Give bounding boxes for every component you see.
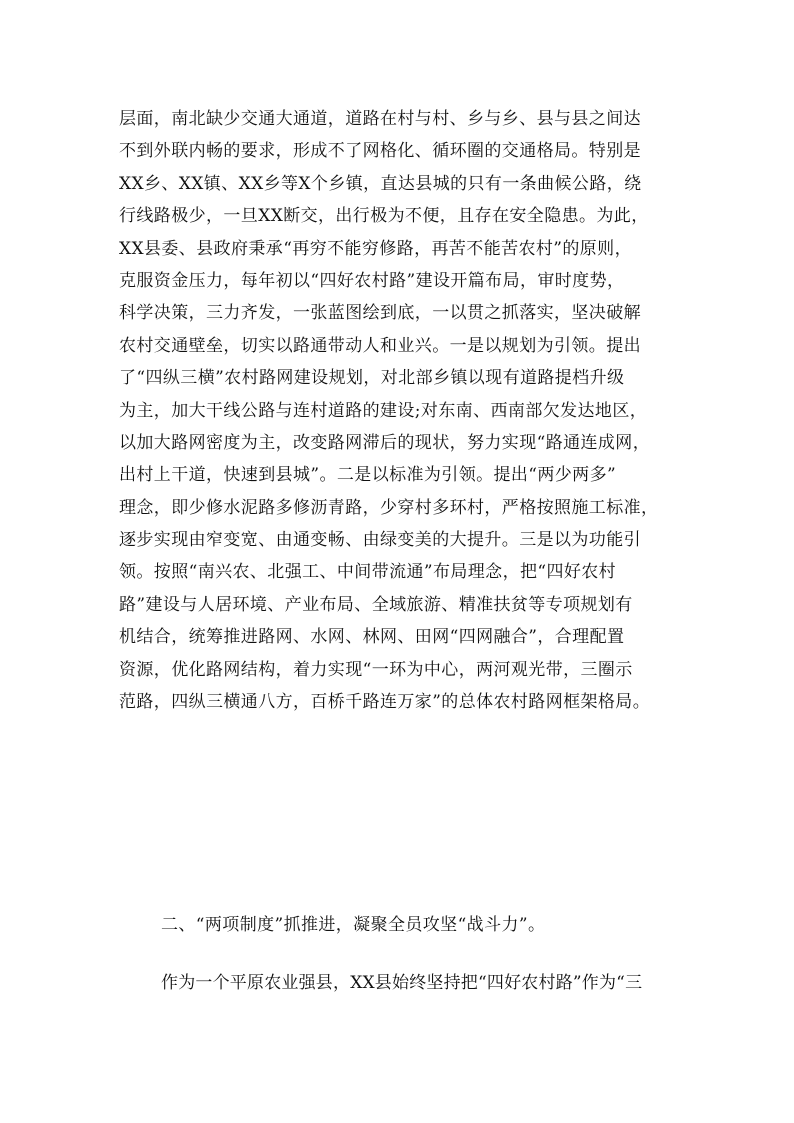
text-line: 出村上干道，快速到县城”。二是以标准为引领。提出“两少两多” xyxy=(119,465,617,486)
text-line: 范路，四纵三横通八方，百桥千路连万家”的总体农村路网框架格局。 xyxy=(119,692,651,713)
text-line: 了“四纵三横”农村路网建设规划，对北部乡镇以现有道路提档升级 xyxy=(119,368,625,389)
text-line: 行线路极少，一旦XX断交，出行极为不便，且存在安全隐患。为此， xyxy=(119,206,649,227)
text-line: 层面，南北缺少交通大通道，道路在村与村、乡与乡、县与县之间达 xyxy=(119,109,641,129)
text-line: 克服资金压力，每年初以“四好农村路”建设开篇布局，审时度势， xyxy=(119,270,625,291)
text-line: XX县委、县政府秉承“再穷不能穷修路，再苦不能苦农村”的原则， xyxy=(119,238,632,259)
text-line: 路”建设与人居环境、产业布局、全域旅游、精准扶贫等专项规划有 xyxy=(119,594,633,615)
text-line: 以加大路网密度为主，改变路网滞后的现状，努力实现“路通连成网， xyxy=(119,432,651,453)
text-line: XX乡、XX镇、XX乡等X个乡镇，直达县城的只有一条曲候公路，绕 xyxy=(119,173,642,194)
text-line: 不到外联内畅的要求，形成不了网格化、循环圈的交通格局。特别是 xyxy=(119,141,641,162)
text-line: 理念，即少修水泥路多修沥青路，少穿村多环村，严格按照施工标准， xyxy=(119,497,659,518)
text-line: 农村交通壁垒，切实以路通带动人和业兴。一是以规划为引领。提出 xyxy=(119,335,641,356)
paragraph-2-first-line: 作为一个平原农业强县，XX县始终坚持把“四好农村路”作为“三 xyxy=(161,973,643,993)
text-line: 逐步实现由窄变宽、由通变畅、由绿变美的大提升。三是以为功能引 xyxy=(119,530,641,551)
text-line: 领。按照“南兴农、北强工、中间带流通”布局理念，把“四好农村 xyxy=(119,562,617,583)
text-line: 科学决策，三力齐发，一张蓝图绘到底，一以贯之抓落实，坚决破解 xyxy=(119,303,641,324)
text-line: 机结合，统筹推进路网、水网、林网、田网“四网融合”，合理配置 xyxy=(119,627,625,648)
section-heading: 二、“两项制度”抓推进，凝聚全员攻坚“战斗力”。 xyxy=(161,915,546,935)
paragraph-1 xyxy=(119,103,679,718)
text-line: 资源，优化路网结构，着力实现“一环为中心，两河观光带，三圈示 xyxy=(119,659,633,680)
text-line: 为主，加大干线公路与连村道路的建设;对东南、西南部欠发达地区， xyxy=(119,400,648,421)
